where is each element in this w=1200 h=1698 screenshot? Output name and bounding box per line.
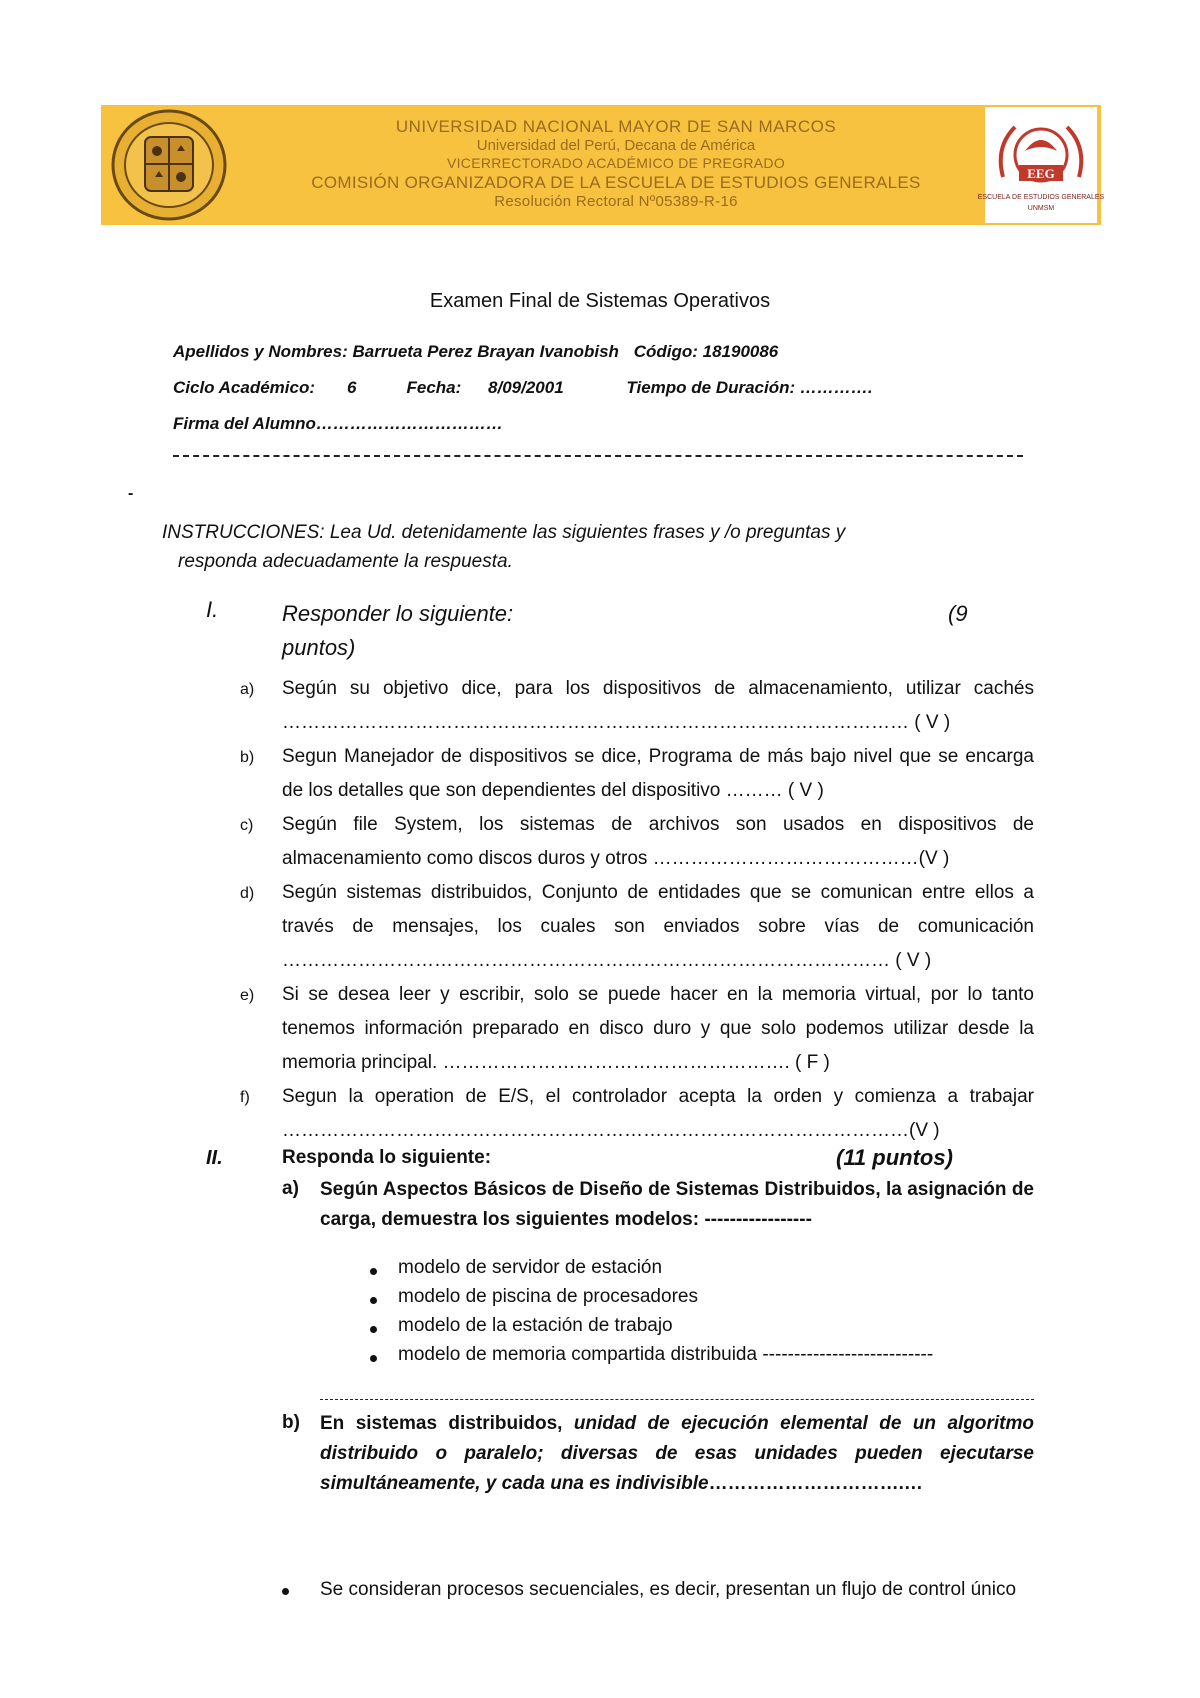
eeg-logo	[977, 107, 1105, 223]
question-2b-dots: ………………………….…	[708, 1473, 923, 1494]
question-d-label: d)	[240, 885, 255, 902]
question-c-label: c)	[240, 817, 254, 834]
question-e-label: e)	[240, 987, 255, 1004]
bullet-icon	[370, 1268, 377, 1275]
bullet-icon	[370, 1326, 377, 1333]
signature-label: Firma del Alumno	[173, 414, 316, 433]
names-label: Apellidos y Nombres:	[173, 342, 348, 361]
question-2a-label: a)	[282, 1178, 299, 1199]
header-banner	[101, 105, 1105, 225]
instructions-line-1: INSTRUCCIONES: Lea Ud. detenidamente las siguientes frases y /o preguntas y	[162, 522, 846, 543]
answer-dash-line	[320, 1399, 1034, 1400]
code-value: 18190086	[702, 342, 779, 361]
vice-rectorate: VICERRECTORADO ACADÉMICO DE PREGRADO	[446, 155, 786, 171]
names-value: Barrueta Perez Brayan Ivanobish	[352, 342, 619, 361]
question-2a-text: Según Aspectos Básicos de Diseño de Sistemas Distribuidos, la asignación de carga, demuestra los siguientes modelos: -----------------	[320, 1179, 1034, 1230]
student-cycle-row	[173, 378, 873, 398]
section-2-title: Responda lo siguiente:	[282, 1147, 492, 1168]
bullet-icon	[370, 1355, 377, 1362]
question-f-text: Segun la operation de E/S, el controlador acepta la orden y comienza a trabajar ………………………………………………………………………………………(V )	[282, 1086, 1034, 1141]
date-label: Fecha:	[406, 378, 462, 397]
cycle-label: Ciclo Académico:	[173, 378, 316, 397]
signature-line: ……………………………	[315, 414, 503, 433]
signature-row	[173, 414, 503, 434]
university-subtitle: Universidad del Perú, Decana de América	[476, 137, 756, 154]
separator-line	[173, 455, 1023, 457]
instructions	[162, 518, 992, 576]
model-item: modelo de servidor de estación	[398, 1257, 663, 1278]
instructions-line-2: responda adecuadamente la respuesta.	[178, 551, 513, 572]
question-b-label: b)	[240, 749, 255, 766]
question-2b-label: b)	[282, 1412, 300, 1433]
bullet-icon	[370, 1297, 377, 1304]
section-1-title: Responder lo siguiente:	[282, 601, 514, 626]
section-1-points-open: (9	[948, 601, 968, 626]
question-d-text: Según sistemas distribuidos, Conjunto de entidades que se comunican entre ellos a través de mensajes, los cuales son enviados sobre vías de comunicación …………………………………………………………………………………… ( V )	[282, 882, 1034, 971]
question-c-text: Según file System, los sistemas de archivos son usados en dispositivos de almacenamiento como discos duros y otros ……………………………………(V )	[282, 814, 1034, 869]
question-2b-lead: En sistemas distribuidos,	[320, 1413, 563, 1434]
svg-text:EEG: EEG	[1027, 166, 1055, 181]
duration-label: Tiempo de Duración:	[626, 378, 796, 397]
model-item: modelo de piscina de procesadores	[398, 1286, 698, 1307]
cycle-value: 6	[347, 378, 357, 397]
section-2-number: II.	[206, 1147, 223, 1169]
section-2-points: (11 puntos)	[836, 1145, 953, 1170]
duration-value: ………….	[799, 378, 873, 397]
section-1-points-close: puntos)	[282, 635, 356, 660]
commission-name: COMISIÓN ORGANIZADORA DE LA ESCUELA DE ESTUDIOS GENERALES	[311, 173, 921, 192]
resolution-number: Resolución Rectoral Nº05389-R-16	[494, 193, 738, 210]
eeg-emblem-icon	[977, 107, 1105, 223]
question-a-text: Según su objetivo dice, para los dispositivos de almacenamiento, utilizar cachés ……………………………………………………………………………………… ( V )	[282, 678, 1034, 733]
code-label: Código:	[633, 342, 698, 361]
svg-text:ESCUELA DE ESTUDIOS GENERALES: ESCUELA DE ESTUDIOS GENERALES	[977, 194, 1105, 201]
university-name: UNIVERSIDAD NACIONAL MAYOR DE SAN MARCOS	[395, 117, 837, 136]
date-value: 8/09/2001	[488, 378, 564, 397]
model-item: modelo de la estación de trabajo	[398, 1315, 673, 1336]
model-item: modelo de memoria compartida distribuida ---------------------------	[398, 1344, 934, 1365]
question-e-text: Si se desea leer y escribir, solo se puede hacer en la memoria virtual, por lo tanto tenemos información preparado en disco duro y que solo podemos utilizar desde la memoria principal. ………………………………………………. ( F )	[282, 984, 1034, 1073]
section-1-number: I.	[206, 597, 219, 622]
question-a-label: a)	[240, 681, 255, 698]
question-2b-text	[320, 1409, 1034, 1499]
student-names-row	[173, 342, 778, 362]
question-b-text: Segun Manejador de dispositivos se dice, Programa de más bajo nivel que se encarga de los detalles que son dependientes del dispositivo ……… ( V )	[282, 746, 1034, 801]
separator-dash: -	[128, 485, 134, 502]
question-2b-definition: unidad de ejecución elemental de un algoritmo distribuido o paralelo; diversas de esas unidades pueden ejecutarse simultáneamente, y cada una es indivisible	[320, 1413, 1035, 1494]
bullet-icon	[282, 1588, 289, 1595]
section-1-heading	[282, 597, 982, 665]
exam-title: Examen Final de Sistemas Operativos	[429, 290, 771, 312]
svg-text:UNMSM: UNMSM	[1027, 205, 1055, 212]
university-crest-logo	[109, 107, 229, 223]
question-f-label: f)	[240, 1089, 250, 1106]
final-bullet-text: Se consideran procesos secuenciales, es decir, presentan un flujo de control único	[320, 1579, 1017, 1600]
